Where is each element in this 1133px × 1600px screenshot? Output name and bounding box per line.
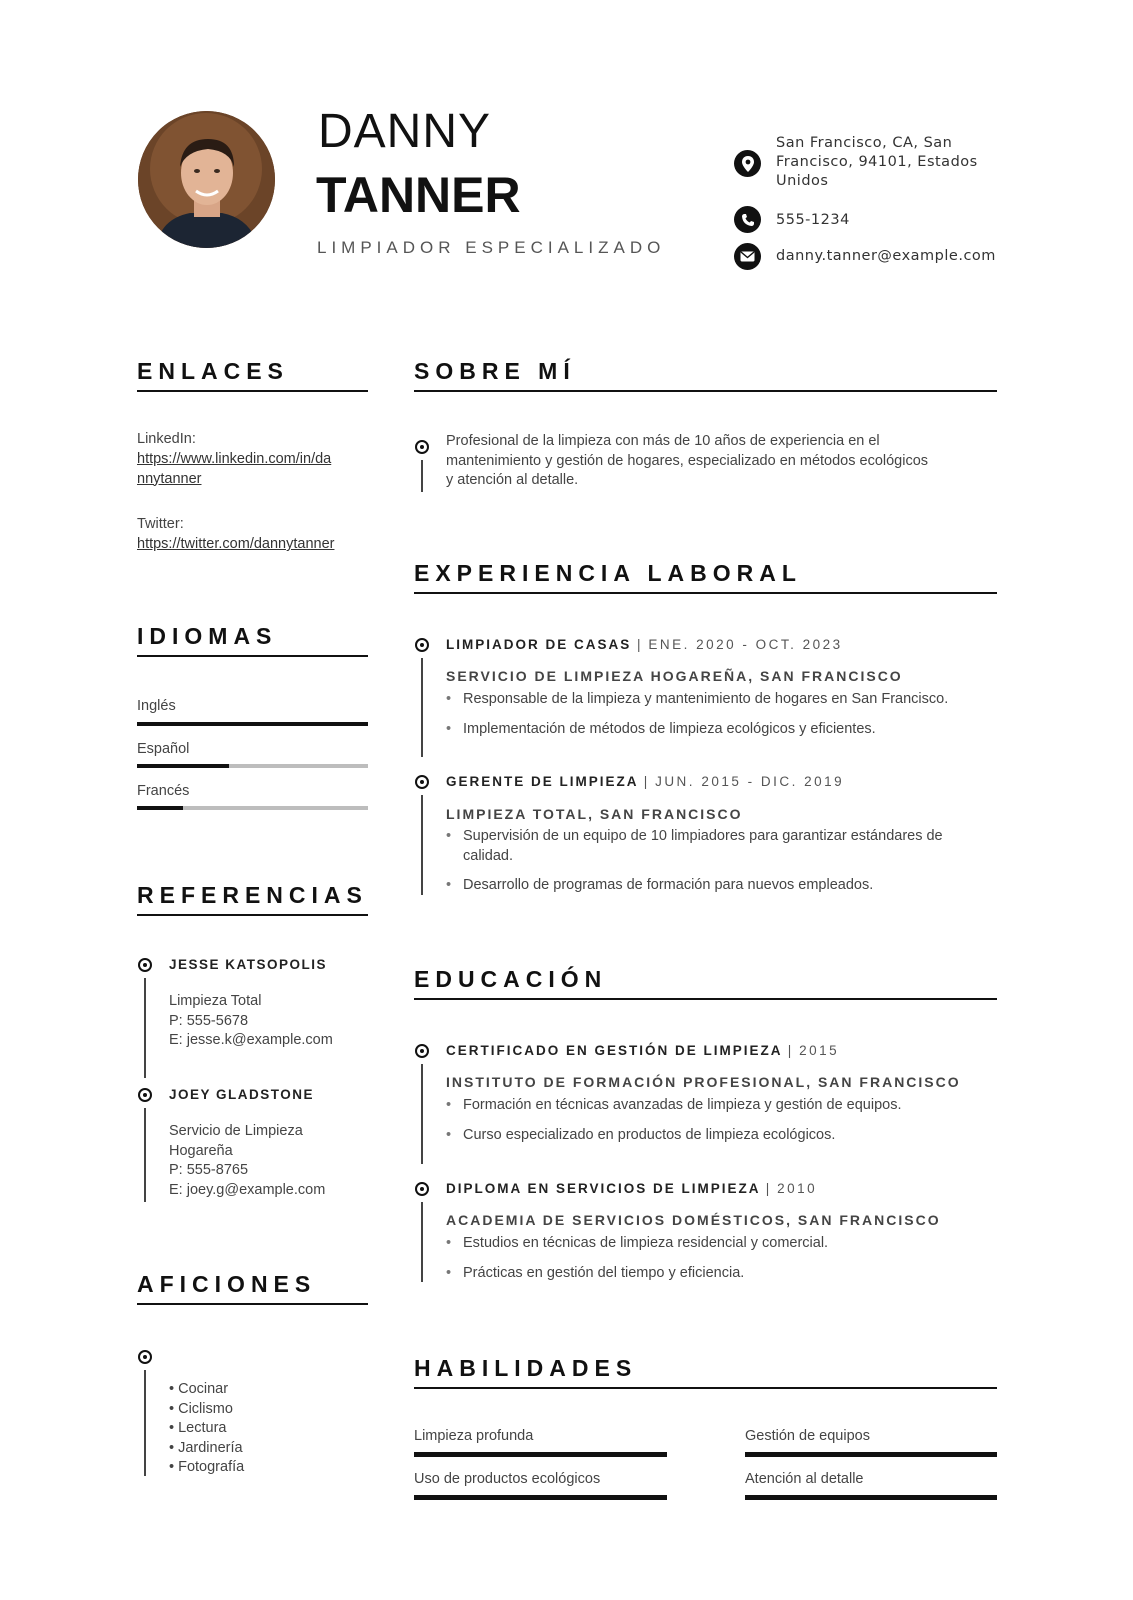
skills-heading: HABILIDADES (414, 1355, 638, 1381)
skill-level-fill (745, 1495, 997, 1500)
linkedin-label: LinkedIn: (137, 431, 196, 447)
language-level-fill (137, 722, 368, 726)
timeline-line (421, 795, 423, 895)
education-bullet: • Curso especializado en productos de limpieza ecológicos. (463, 1126, 835, 1146)
address-line: Francisco, 94101, Estados (776, 154, 978, 170)
timeline-dot-icon (138, 958, 152, 972)
education-date: 2010 (777, 1181, 818, 1196)
language-level-fill (137, 764, 229, 768)
timeline-dot-icon (138, 1088, 152, 1102)
skill-level-fill (414, 1495, 667, 1500)
address-line: San Francisco, CA, San (776, 135, 953, 151)
timeline-line (144, 1108, 146, 1202)
reference-name: JESSE KATSOPOLIS (169, 957, 328, 972)
about-line: mantenimiento y gestión de hogares, especializado en métodos ecológicos (446, 452, 929, 469)
language-level-bar (137, 764, 368, 768)
skill-name: Uso de productos ecológicos (414, 1471, 601, 1487)
hobby-item: • Ciclismo (169, 1400, 233, 1417)
skill-level-fill (745, 1452, 997, 1457)
skills-divider (414, 1387, 997, 1389)
language-name: Español (137, 741, 190, 757)
experience-heading: EXPERIENCIA LABORAL (414, 560, 802, 586)
separator: | (765, 1181, 772, 1196)
timeline-dot-icon (415, 1044, 429, 1058)
references-heading: REFERENCIAS (137, 882, 368, 908)
education-date: 2015 (799, 1043, 840, 1058)
education-entry-title (446, 1181, 817, 1196)
timeline-dot-icon (415, 638, 429, 652)
education-bullet: • Estudios en técnicas de limpieza residencial y comercial. (463, 1234, 828, 1254)
reference-name: JOEY GLADSTONE (169, 1087, 315, 1102)
skill-name: Gestión de equipos (745, 1428, 870, 1444)
hobbies-divider (137, 1303, 368, 1305)
hobby-item: • Jardinería (169, 1439, 243, 1456)
timeline-dot-icon (415, 775, 429, 789)
twitter-link[interactable]: https://twitter.com/dannytanner (137, 536, 335, 552)
languages-heading: IDIOMAS (137, 623, 278, 649)
address-line: Unidos (776, 173, 829, 189)
hobbies-list (169, 1380, 244, 1478)
links-divider (137, 390, 368, 392)
separator: | (643, 774, 650, 789)
skill-level-bar (745, 1452, 997, 1457)
hobby-item: • Fotografía (169, 1459, 245, 1475)
linkedin-url-line[interactable]: nnytanner (137, 470, 202, 487)
language-level-fill (137, 806, 183, 810)
job-date: JUN. 2015 - DIC. 2019 (655, 774, 845, 789)
skill-level-bar (745, 1495, 997, 1500)
job-bullet: • Responsable de la limpieza y mantenimiento de hogares en San Francisco. (463, 690, 948, 710)
skill-name: Limpieza profunda (414, 1428, 534, 1444)
education-school: INSTITUTO DE FORMACIÓN PROFESIONAL, SAN FRANCISCO (446, 1074, 961, 1090)
linkedin-link[interactable] (137, 450, 331, 489)
timeline-line (144, 1370, 146, 1476)
education-school: ACADEMIA DE SERVICIOS DOMÉSTICOS, SAN FRANCISCO (446, 1212, 941, 1228)
job-title: LIMPIADOR ESPECIALIZADO (317, 238, 666, 257)
about-divider (414, 390, 997, 392)
separator: | (787, 1043, 794, 1058)
reference-company: Servicio de Limpieza (169, 1123, 303, 1139)
job-bullet-line: • Supervisión de un equipo de 10 limpiadores para garantizar estándares de (463, 828, 943, 844)
phone: 555-1234 (776, 212, 850, 228)
envelope-icon (734, 243, 761, 270)
timeline-line (421, 1202, 423, 1282)
references-divider (137, 914, 368, 916)
reference-details (169, 992, 333, 1051)
profile-photo (138, 111, 275, 248)
reference-email: E: joey.g@example.com (169, 1181, 326, 1198)
about-text (446, 432, 928, 491)
job-entry-title (446, 774, 844, 789)
education-entry-title (446, 1043, 839, 1058)
job-company: LIMPIEZA TOTAL, SAN FRANCISCO (446, 806, 743, 822)
education-degree: CERTIFICADO EN GESTIÓN DE LIMPIEZA (446, 1043, 783, 1058)
timeline-dot-icon (138, 1350, 152, 1364)
twitter-label: Twitter: (137, 516, 184, 532)
location-pin-icon (734, 150, 761, 177)
skill-level-fill (414, 1452, 667, 1457)
timeline-dot-icon (415, 440, 429, 454)
job-bullet-line: calidad. (463, 847, 513, 864)
education-degree: DIPLOMA EN SERVICIOS DE LIMPIEZA (446, 1181, 761, 1196)
skill-level-bar (414, 1495, 667, 1500)
job-bullet: • Implementación de métodos de limpieza ecológicos y eficientes. (463, 720, 876, 740)
links-heading: ENLACES (137, 358, 289, 384)
experience-divider (414, 592, 997, 594)
timeline-line (421, 460, 423, 492)
address (776, 134, 978, 191)
education-divider (414, 998, 997, 1000)
reference-company: Limpieza Total (169, 993, 262, 1009)
hobby-item: • Cocinar (169, 1381, 229, 1397)
about-heading: SOBRE MÍ (414, 358, 576, 384)
skill-name: Atención al detalle (745, 1471, 864, 1487)
timeline-line (144, 978, 146, 1078)
reference-phone: P: 555-5678 (169, 1012, 249, 1029)
job-bullet (463, 827, 943, 866)
linkedin-url-line[interactable]: https://www.linkedin.com/in/da (137, 451, 332, 467)
last-name: TANNER (316, 167, 521, 223)
timeline-line (421, 658, 423, 757)
language-name: Francés (137, 783, 190, 799)
languages-divider (137, 655, 368, 657)
reference-phone: P: 555-8765 (169, 1162, 249, 1178)
timeline-dot-icon (415, 1182, 429, 1196)
education-heading: EDUCACIÓN (414, 966, 608, 992)
hobby-item: • Lectura (169, 1420, 227, 1436)
language-level-bar (137, 806, 368, 810)
job-entry-title (446, 637, 843, 652)
hobbies-heading: AFICIONES (137, 1271, 317, 1297)
reference-email: E: jesse.k@example.com (169, 1032, 333, 1048)
job-company: SERVICIO DE LIMPIEZA HOGAREÑA, SAN FRANCISCO (446, 668, 903, 684)
about-line: y atención al detalle. (446, 472, 579, 488)
reference-details (169, 1122, 325, 1200)
separator: | (637, 637, 643, 652)
language-name: Inglés (137, 698, 176, 714)
job-bullet: • Desarrollo de programas de formación para nuevos empleados. (463, 876, 873, 896)
first-name: DANNY (318, 105, 492, 158)
job-role: GERENTE DE LIMPIEZA (446, 774, 639, 789)
phone-icon (734, 206, 761, 233)
timeline-line (421, 1064, 423, 1164)
job-date: ENE. 2020 - OCT. 2023 (648, 637, 843, 652)
email[interactable]: danny.tanner@example.com (776, 248, 996, 264)
about-line: Profesional de la limpieza con más de 10 años de experiencia en el (446, 433, 880, 449)
job-role: LIMPIADOR DE CASAS (446, 637, 632, 652)
skill-level-bar (414, 1452, 667, 1457)
language-level-bar (137, 722, 368, 726)
education-bullet: • Prácticas en gestión del tiempo y eficiencia. (463, 1264, 744, 1284)
reference-company: Hogareña (169, 1142, 233, 1159)
education-bullet: • Formación en técnicas avanzadas de limpieza y gestión de equipos. (463, 1096, 901, 1116)
